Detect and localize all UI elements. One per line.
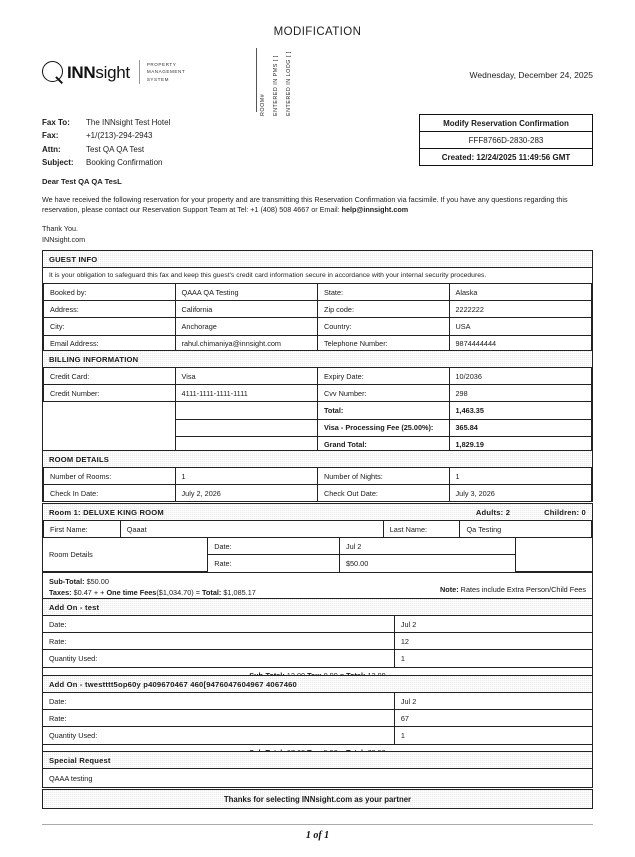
telephone-label: Telephone Number: (317, 335, 449, 352)
fax-number-label: Fax: (42, 131, 59, 141)
city-label: City: (44, 318, 176, 335)
innsight-logo (42, 60, 185, 84)
subject-value: Booking Confirmation (86, 157, 163, 167)
room-1-guest-table (43, 521, 592, 537)
city-value: Anchorage (175, 318, 317, 335)
guest-info-section (42, 250, 593, 353)
table-row (44, 284, 592, 301)
logo-divider (139, 60, 140, 84)
booked-by-value: QAAA QA Testing (175, 284, 317, 301)
room-1-subtotal-line (49, 577, 256, 588)
logo-mark (42, 61, 130, 84)
total-value: 1,463.35 (449, 402, 592, 419)
room-1-rate-table (43, 537, 592, 572)
expiry-label: Expiry Date: (317, 368, 449, 385)
billing-table (43, 368, 592, 453)
add-on-1-date-label: Date: (43, 616, 394, 633)
page-title: MODIFICATION (273, 26, 362, 38)
number-of-nights-label: Number of Nights: (317, 468, 449, 485)
state-label: State: (317, 284, 449, 301)
fax-header-row (42, 116, 170, 129)
billing-information-section (42, 350, 593, 454)
stamp-line-room: ROOM# (260, 93, 266, 116)
room-1-taxes-line (49, 588, 256, 599)
room-1-subtotal-value: $50.00 (86, 576, 109, 586)
number-of-nights-value: 1 (449, 468, 592, 485)
telephone-value: 9874444444 (449, 335, 592, 352)
room-1-taxes-label: Taxes: (49, 587, 72, 597)
document-date: Wednesday, December 24, 2025 (469, 70, 593, 80)
add-on-1-heading (43, 599, 592, 616)
add-on-1-rate-label: Rate: (43, 633, 394, 650)
add-on-2-rate-label: Rate: (43, 710, 394, 727)
email-value: rahul.chimaniya@innsight.com (175, 335, 317, 352)
add-on-1-qty-label: Quantity Used: (43, 650, 394, 667)
credit-card-value: Visa (175, 368, 317, 385)
room-1-spacer-cell (515, 538, 592, 572)
last-name-value: Qa Testing (460, 521, 592, 537)
add-on-2-heading-text: Add On - twestttt5op60y p409670467 460[9476047604967 4067460 (49, 679, 297, 689)
routing-stamp-block (256, 44, 299, 116)
table-row (44, 468, 592, 485)
guest-info-heading-text: GUEST INFO (49, 254, 98, 264)
state-value: Alaska (449, 284, 592, 301)
add-on-2-rate-value: 67 (394, 710, 592, 727)
guest-info-heading (43, 251, 592, 268)
room-1-fees-value: ($1,034.70) = (156, 587, 203, 597)
room-details-heading (43, 451, 592, 468)
room-details-table (43, 468, 592, 501)
room-1-heading (43, 504, 592, 521)
table-row (43, 538, 592, 555)
room-details-cell-label: Room Details (43, 538, 208, 572)
cvv-value: 298 (449, 385, 592, 402)
country-label: Country: (317, 318, 449, 335)
expiry-value: 10/2036 (449, 368, 592, 385)
add-on-2-qty-label: Quantity Used: (43, 727, 394, 744)
room-1-total-label: Total: (202, 587, 222, 597)
letter-closing (42, 224, 593, 246)
add-on-2-date-value: Jul 2 (394, 693, 592, 710)
special-request-heading (43, 752, 592, 769)
attn-label: Attn: (42, 144, 61, 154)
stamp-line-pms: ENTERED IN PMS [ ] (273, 55, 279, 116)
confirmation-created: Created: 12/24/2025 11:49:56 GMT (441, 152, 571, 162)
letter-closing-line1: Thank You. (42, 223, 78, 233)
grand-total-label: Grand Total: (317, 436, 449, 453)
check-out-value: July 3, 2026 (449, 485, 592, 502)
credit-card-label: Credit Card: (44, 368, 176, 385)
room-1-note (440, 577, 586, 594)
add-on-1-section (42, 598, 593, 685)
attn-value: Test QA QA Test (86, 144, 145, 154)
add-on-2-table (43, 693, 592, 744)
table-row (43, 633, 592, 650)
logo-name-bold: INN (67, 62, 96, 82)
footer-divider (42, 824, 593, 825)
fax-header-row (42, 143, 170, 156)
number-of-rooms-value: 1 (175, 468, 317, 485)
special-request-text: QAAA testing (49, 773, 93, 783)
table-row (43, 693, 592, 710)
logo-name-light: sight (95, 62, 130, 82)
grand-total-value: 1,829.19 (449, 436, 592, 453)
room-details-section (42, 450, 593, 502)
letter-body (42, 176, 593, 245)
number-of-rooms-label: Number of Rooms: (44, 468, 176, 485)
confirmation-box (419, 114, 593, 166)
zip-value: 2222222 (449, 301, 592, 318)
billing-heading-text: BILLING INFORMATION (49, 354, 139, 364)
room-1-fees-label: One time Fees (106, 587, 157, 597)
processing-fee-label: Visa - Processing Fee (25.00%): (317, 419, 449, 436)
special-request-section (42, 751, 593, 788)
room-1-totals-left (49, 577, 256, 599)
table-row (44, 521, 592, 537)
logo-tagline-line3: SYSTEM (146, 76, 170, 82)
table-row (43, 616, 592, 633)
table-row (44, 485, 592, 502)
page-number: 1 of 1 (305, 830, 330, 841)
add-on-2-date-label: Date: (43, 693, 394, 710)
room-1-date-value: Jul 2 (339, 538, 515, 555)
room-1-date-label: Date: (208, 538, 340, 555)
country-value: USA (449, 318, 592, 335)
room-1-occupancy (442, 508, 586, 517)
check-in-label: Check In Date: (44, 485, 176, 502)
logo-tagline (147, 61, 185, 82)
room-1-rate-label: Rate: (208, 555, 340, 572)
stamp-divider (256, 48, 257, 112)
fax-header-block (42, 116, 170, 169)
table-row (43, 727, 592, 744)
fax-header-row (42, 129, 170, 142)
address-label: Address: (44, 301, 176, 318)
special-request-heading-text: Special Request (49, 755, 111, 765)
table-row (43, 650, 592, 667)
letter-salutation: Dear Test QA QA TesL (42, 177, 122, 186)
first-name-value: Qaaat (120, 521, 383, 537)
add-on-1-date-value: Jul 2 (394, 616, 592, 633)
first-name-label: First Name: (44, 521, 121, 537)
booked-by-label: Booked by: (44, 284, 176, 301)
letter-paragraph-text: We have received the following reservation for your property and are transmitting this Reservation Confirmation via facsimile. If you have any questions regarding this reservation, please contact our Reservation Support Team at Tel: +1 (408) 508 4667 or Email: (42, 195, 568, 215)
zip-label: Zip code: (317, 301, 449, 318)
billing-heading (43, 351, 592, 368)
add-on-1-qty-value: 1 (394, 650, 592, 667)
guest-info-notice: It is your obligation to safeguard this fax and keep this guest's credit card information secure in accordance with your internal security procedures. (43, 268, 592, 284)
table-row (43, 710, 592, 727)
thanks-banner: Thanks for selecting INNsight.com as your partner (42, 789, 593, 809)
table-row (44, 385, 592, 402)
room-1-note-label: Note: (439, 584, 459, 594)
room-1-heading-text: Room 1: DELUXE KING ROOM (49, 507, 164, 517)
subject-label: Subject: (42, 157, 74, 167)
total-label: Total: (317, 402, 449, 419)
address-value: California (175, 301, 317, 318)
letter-paragraph (42, 195, 593, 216)
processing-fee-value: 365.84 (449, 419, 592, 436)
stamp-line-lodg: ENTERED IN LODG [ ] (286, 51, 292, 116)
add-on-2-section (42, 675, 593, 762)
table-row (44, 318, 592, 335)
magnifier-icon (42, 61, 65, 84)
cvv-label: Cvv Number: (317, 385, 449, 402)
room-1-taxes-value: $0.47 + + (73, 587, 107, 597)
room-1-children: Children: 0 (544, 507, 586, 517)
add-on-2-qty-value: 1 (394, 727, 592, 744)
check-out-label: Check Out Date: (317, 485, 449, 502)
room-1-subtotal-label: Sub-Total: (49, 576, 85, 586)
email-label: Email Address: (44, 335, 176, 352)
logo-tagline-line1: PROPERTY (146, 62, 177, 68)
fax-header-row (42, 156, 170, 169)
support-email: help@innsight.com (341, 205, 409, 215)
logo-tagline-line2: MANAGEMENT (146, 69, 186, 75)
add-on-1-rate-value: 12 (394, 633, 592, 650)
guest-info-table (43, 284, 592, 352)
check-in-value: July 2, 2026 (175, 485, 317, 502)
add-on-1-table (43, 616, 592, 667)
confirmation-code: FFF8766D-2830-283 (420, 132, 592, 149)
credit-number-label: Credit Number: (44, 385, 176, 402)
letter-closing-line2: INNsight.com (42, 234, 86, 244)
table-row (44, 368, 592, 385)
fax-number-value: +1/(213)-294-2943 (86, 131, 153, 141)
table-row (44, 402, 592, 419)
room-1-total-value: $1,085.17 (223, 587, 256, 597)
fax-to-label: Fax To: (42, 118, 70, 127)
room-1-note-value: Rates include Extra Person/Child Fees (460, 584, 586, 594)
room-1-rate-value: $50.00 (339, 555, 515, 572)
room-1-section (42, 503, 593, 603)
credit-number-value: 4111-1111-1111-1111 (175, 385, 317, 402)
add-on-1-heading-text: Add On - test (49, 602, 100, 612)
fax-to-value: The INNsight Test Hotel (86, 118, 171, 127)
table-row (44, 301, 592, 318)
last-name-label: Last Name: (383, 521, 460, 537)
add-on-2-heading (43, 676, 592, 693)
room-1-adults: Adults: 2 (475, 507, 511, 517)
room-details-heading-text: ROOM DETAILS (49, 454, 110, 464)
confirmation-title: Modify Reservation Confirmation (420, 115, 592, 132)
